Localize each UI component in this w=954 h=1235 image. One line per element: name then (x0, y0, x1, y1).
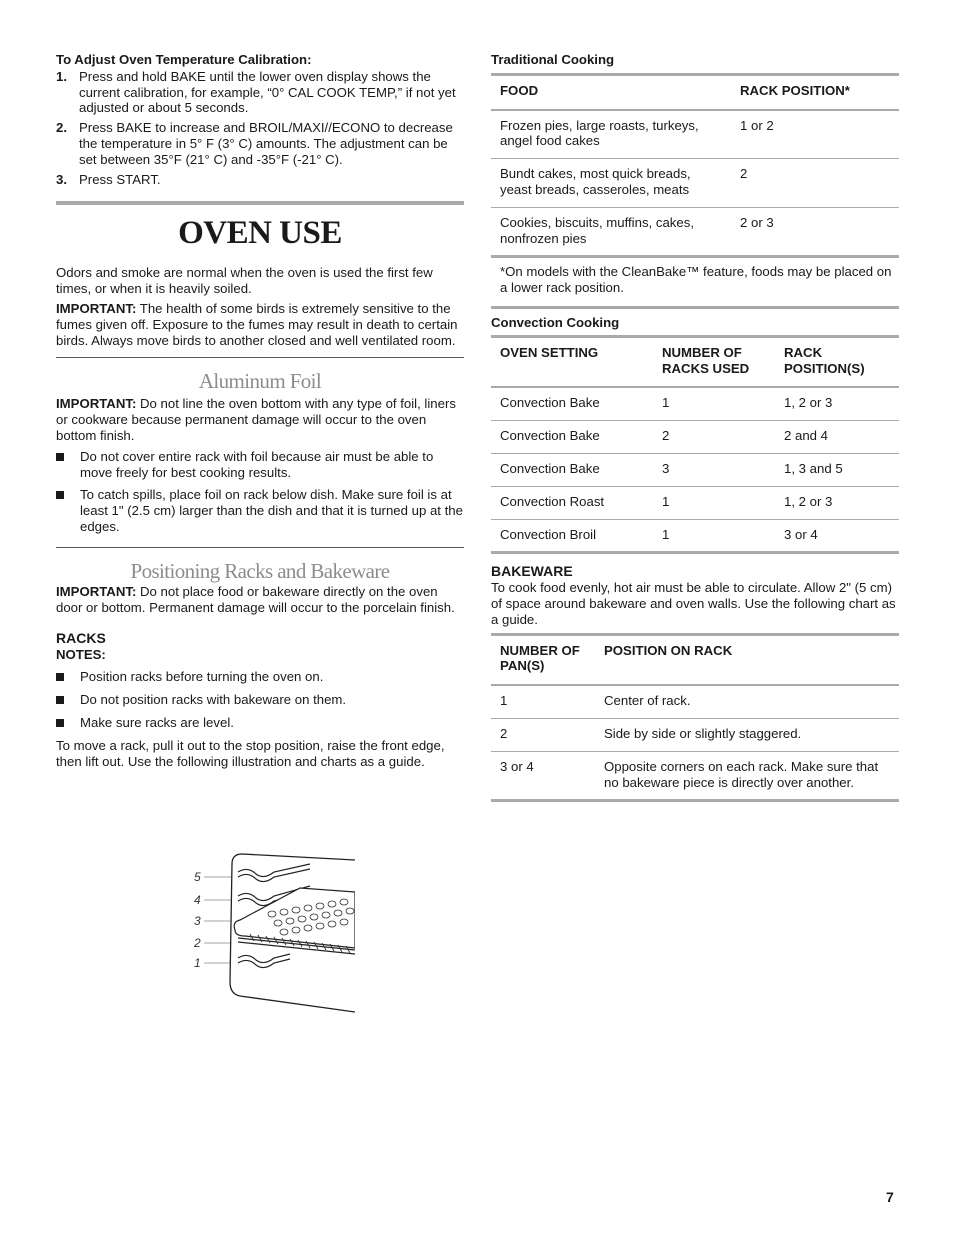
bakeware-heading: BAKEWARE (491, 563, 573, 580)
move-rack-text: To move a rack, pull it out to the stop position, raise the front edge, then lift out. Use the following illustration and charts as a guide. (56, 738, 445, 770)
section-divider (56, 357, 464, 358)
step-text: Press START. (79, 171, 161, 187)
step-text: Press BAKE to increase and BROIL/MAXI//ECONO to decrease the temperature in 5° F (3° C) amounts. The adjustment can be set between 35°F (21° C) and -35°F (-21° C). (79, 120, 453, 167)
list-item (56, 449, 464, 481)
table-cell: Frozen pies, large roasts, turkeys, angel food cakes (491, 110, 731, 159)
notes-heading: NOTES: (56, 647, 106, 663)
bullet-text: To catch spills, place foil on rack below dish. Make sure foil is at least 1" (2.5 cm) larger than the dish and that it is turned up at the edges. (80, 487, 463, 534)
table-cell: 2 (491, 718, 595, 751)
table-cell: Center of rack. (595, 685, 899, 718)
table-row (491, 685, 899, 718)
foil-bullets (56, 449, 464, 535)
important-label: IMPORTANT: (56, 583, 137, 599)
table-cell: 2 (731, 159, 899, 208)
table-cell: 1, 2 or 3 (775, 387, 899, 420)
page-title: OVEN USE (178, 215, 342, 252)
table-row (491, 159, 899, 208)
positioning-important (56, 584, 464, 616)
table-row (491, 486, 899, 519)
traditional-heading: Traditional Cooking (491, 52, 615, 67)
column-header: RACK POSITION* (731, 74, 899, 109)
calibration-heading: To Adjust Oven Temperature Calibration: (56, 52, 312, 67)
table-cell: 1, 2 or 3 (775, 486, 899, 519)
table-header-row (491, 74, 899, 109)
table-cell: 2 or 3 (731, 207, 899, 257)
calibration-step (56, 120, 464, 167)
traditional-table (491, 73, 899, 259)
table-cell: 1 (653, 387, 775, 420)
table-cell: 3 or 4 (775, 519, 899, 553)
table-header-row (491, 336, 899, 387)
column-header: FOOD (491, 74, 731, 109)
foil-important (56, 396, 464, 443)
bullet-text: Position racks before turning the oven on. (80, 668, 324, 684)
bakeware-table (491, 633, 899, 803)
convection-table (491, 335, 899, 555)
bullet-text: Make sure racks are level. (80, 714, 234, 730)
bullet-square-icon (56, 673, 64, 681)
table-cell: 1 (653, 486, 775, 519)
section-divider (56, 547, 464, 548)
column-header: NUMBER OF PAN(S) (491, 634, 595, 685)
calibration-steps (56, 69, 464, 188)
step-number: 1. (56, 68, 67, 84)
table-row (491, 453, 899, 486)
aluminum-foil-heading: Aluminum Foil (198, 369, 322, 394)
table-cell: Bundt cakes, most quick breads, yeast breads, casseroles, meats (491, 159, 731, 208)
important-text: The health of some birds is extremely sensitive to the fumes given off. Exposure to the fumes may result in death to certain birds. Always move birds to another closed and well ventilated room. (56, 300, 458, 348)
oven-use-important (56, 301, 464, 348)
important-label: IMPORTANT: (56, 396, 137, 412)
list-item (56, 715, 464, 731)
table-cell: Convection Broil (491, 519, 653, 553)
rack (234, 888, 355, 954)
rack-label: 3 (194, 914, 201, 928)
table-cell: 1 or 2 (731, 110, 899, 159)
rack-label: 5 (194, 870, 201, 884)
table-cell: 2 and 4 (775, 421, 899, 454)
table-cell: Convection Roast (491, 486, 653, 519)
calibration-step (56, 172, 464, 188)
rack-label: 1 (194, 956, 201, 970)
racks-heading: RACKS (56, 630, 106, 647)
table-cell: Convection Bake (491, 453, 653, 486)
bullet-square-icon (56, 719, 64, 727)
right-column (491, 52, 899, 802)
list-item (56, 669, 464, 685)
table-cell: 1 (491, 685, 595, 718)
table-row (491, 387, 899, 420)
list-item (56, 487, 464, 534)
step-text: Press and hold BAKE until the lower oven display shows the current calibration, for example, “0° CAL COOK TEMP,” if not yet adjusted or about 5 seconds. (79, 68, 456, 116)
table-row (491, 207, 899, 257)
table-cell: Opposite corners on each rack. Make sure that no bakeware piece is directly over another. (595, 751, 899, 801)
table-cell: 2 (653, 421, 775, 454)
convection-heading: Convection Cooking (491, 314, 620, 330)
table-cell: 3 (653, 453, 775, 486)
page-number: 7 (886, 1189, 894, 1205)
column-header: POSITION ON RACK (595, 634, 899, 685)
bullet-square-icon (56, 453, 64, 461)
column-header: NUMBER OF RACKS USED (653, 336, 775, 387)
table-row (491, 718, 899, 751)
table-row (491, 110, 899, 159)
table-cell: Convection Bake (491, 421, 653, 454)
step-number: 3. (56, 171, 67, 187)
table-header-row (491, 634, 899, 685)
column-header: OVEN SETTING (491, 336, 653, 387)
bullet-square-icon (56, 696, 64, 704)
traditional-footnote: *On models with the CleanBake™ feature, foods may be placed on a lower rack position. (491, 258, 899, 309)
positioning-heading: Positioning Racks and Bakeware (130, 558, 390, 583)
bakeware-text: To cook food evenly, hot air must be able to circulate. Allow 2" (5 cm) of space around bakeware and oven walls. Use the following chart as a guide. (491, 580, 896, 627)
important-text: Do not place food or bakeware directly on the oven door or bottom. Permanent damage will occur to the porcelain finish. (56, 583, 455, 615)
rack-label: 2 (194, 936, 201, 950)
bullet-square-icon (56, 491, 64, 499)
bullet-text: Do not position racks with bakeware on them. (80, 691, 347, 707)
table-cell: Side by side or slightly staggered. (595, 718, 899, 751)
table-row (491, 421, 899, 454)
important-text: Do not line the oven bottom with any type of foil, liners or cookware because permanent damage will occur to the oven bottom finish. (56, 396, 456, 443)
list-item (56, 692, 464, 708)
table-cell: Cookies, biscuits, muffins, cakes, nonfrozen pies (491, 207, 731, 257)
column-header: RACK POSITION(S) (775, 336, 899, 387)
table-cell: 1, 3 and 5 (775, 453, 899, 486)
rack-label: 4 (194, 893, 201, 907)
oven-use-intro: Odors and smoke are normal when the oven is used the first few times, or when it is heavily soiled. (56, 265, 433, 297)
table-row (491, 519, 899, 553)
table-cell: Convection Bake (491, 387, 653, 420)
step-number: 2. (56, 120, 67, 136)
table-cell: 3 or 4 (491, 751, 595, 801)
bullet-text: Do not cover entire rack with foil because air must be able to move freely for best cooking results. (80, 448, 434, 480)
left-column (56, 52, 464, 770)
calibration-step (56, 69, 464, 116)
table-cell: 1 (653, 519, 775, 553)
leader-lines (204, 877, 232, 963)
table-row (491, 751, 899, 801)
notes-list (56, 669, 464, 730)
important-label: IMPORTANT: (56, 300, 137, 316)
rack-illustration (190, 850, 355, 1018)
section-divider (56, 201, 464, 205)
